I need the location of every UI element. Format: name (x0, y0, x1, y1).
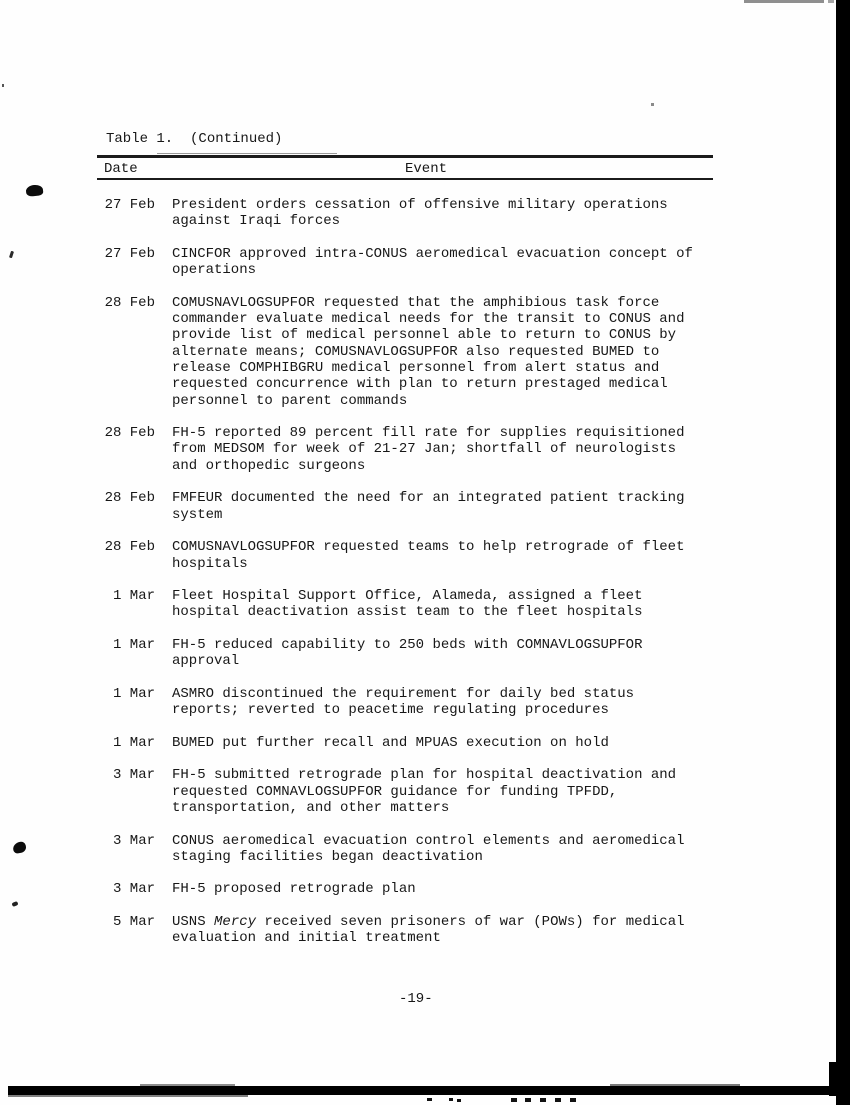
scan-bleed-mark (570, 1098, 576, 1102)
row-event (172, 197, 668, 230)
scan-top-edge-line (828, 0, 834, 3)
row-event (172, 295, 684, 409)
event-line: staging facilities began deactivation (172, 848, 483, 865)
row-date: 28 Feb (104, 490, 155, 507)
event-line: FH-5 reported 89 percent fill rate for supplies requisitioned (172, 425, 685, 442)
table-row (104, 881, 693, 897)
row-event (172, 767, 676, 816)
scan-speck (11, 901, 18, 907)
scan-speck (9, 251, 14, 259)
row-event (172, 246, 693, 279)
table-row (104, 686, 693, 719)
event-line: release COMPHIBGRU medical personnel from alert status and (172, 359, 660, 376)
row-date: 27 Feb (104, 245, 155, 262)
row-date: 28 Feb (104, 539, 155, 556)
event-line: system (172, 506, 223, 523)
event-line: Fleet Hospital Support Office, Alameda, assigned a fleet (172, 588, 643, 605)
scan-speck (651, 103, 654, 106)
scan-band-ragged-edge (610, 1084, 740, 1086)
event-line: COMUSNAVLOGSUPFOR requested teams to help retrograde of fleet (172, 539, 685, 556)
row-event (172, 425, 684, 474)
table-rule-top (97, 155, 713, 158)
row-event (172, 539, 684, 572)
table-row (104, 197, 693, 230)
event-line: hospital deactivation assist team to the fleet hospitals (172, 604, 643, 621)
scan-bleed-mark (457, 1099, 461, 1102)
row-date: 27 Feb (104, 197, 155, 213)
table-row (104, 637, 693, 670)
row-date: 3 Mar (112, 832, 155, 849)
row-date: 1 Mar (112, 685, 155, 702)
event-line: operations (172, 262, 257, 279)
table-row (104, 914, 693, 947)
row-event (172, 490, 684, 523)
event-line: against Iraqi forces (172, 213, 341, 230)
row-event (172, 914, 685, 947)
event-line: hospitals (172, 555, 248, 572)
event-line: FH-5 proposed retrograde plan (172, 881, 416, 898)
event-line: ASMRO discontinued the requirement for daily bed status (172, 685, 635, 702)
event-line: commander evaluate medical needs for the transit to CONUS and (172, 311, 685, 328)
scan-bottom-band (8, 1086, 850, 1095)
table-rule-bottom (97, 178, 713, 180)
table-row (104, 295, 693, 409)
scan-speck (25, 184, 43, 197)
table-row (104, 833, 693, 866)
scan-bleed-mark (540, 1098, 546, 1102)
table-row (104, 539, 693, 572)
row-date: 28 Feb (104, 425, 155, 442)
row-event (172, 833, 684, 866)
event-line: provide list of medical personnel able to return to CONUS by (172, 327, 677, 344)
event-line: COMUSNAVLOGSUPFOR requested that the amphibious task force (172, 294, 660, 311)
event-line: FMFEUR documented the need for an integrated patient tracking (172, 490, 685, 507)
row-date: 3 Mar (112, 881, 155, 898)
scan-bleed-mark (449, 1098, 453, 1101)
event-line: alternate means; COMUSNAVLOGSUPFOR also requested BUMED to (172, 343, 660, 360)
scan-top-edge-line (744, 0, 824, 3)
table-row (104, 767, 693, 816)
event-line: transportation, and other matters (172, 799, 450, 816)
row-date: 5 Mar (112, 914, 155, 931)
row-date: 28 Feb (104, 294, 155, 311)
event-line: USNS Mercy received seven prisoners of war (POWs) for medical (172, 914, 685, 931)
event-line: reports; reverted to peacetime regulating procedures (172, 702, 609, 719)
column-header-event: Event (405, 161, 448, 177)
event-line: President orders cessation of offensive military operations (172, 197, 668, 213)
row-date: 1 Mar (112, 637, 155, 654)
scan-speck (2, 84, 4, 87)
row-date: 3 Mar (112, 767, 155, 784)
event-line: evaluation and initial treatment (172, 930, 441, 947)
table-header (97, 155, 713, 181)
scan-bleed-mark (511, 1098, 517, 1102)
page-number: -19- (399, 991, 433, 1007)
table-row (104, 425, 693, 474)
row-event (172, 637, 642, 670)
row-event (172, 588, 642, 621)
scan-speck (12, 841, 27, 854)
event-line: personnel to parent commands (172, 392, 408, 409)
row-event (172, 686, 634, 719)
event-line: BUMED put further recall and MPUAS execution on hold (172, 734, 609, 751)
event-line: FH-5 reduced capability to 250 beds with COMNAVLOGSUPFOR (172, 637, 643, 654)
row-date: 1 Mar (112, 588, 155, 605)
event-line: approval (172, 653, 240, 670)
scan-band-ragged-edge (8, 1095, 248, 1097)
row-event (172, 881, 416, 897)
table-row (104, 588, 693, 621)
row-event (172, 735, 609, 751)
table-row (104, 490, 693, 523)
event-line: from MEDSOM for week of 21-27 Jan; shortfall of neurologists (172, 441, 677, 458)
event-line: CINCFOR approved intra-CONUS aeromedical evacuation concept of (172, 245, 693, 262)
event-line: requested concurrence with plan to return prestaged medical (172, 376, 668, 393)
scan-bleed-mark (427, 1098, 432, 1101)
event-line: FH-5 submitted retrograde plan for hospital deactivation and (172, 767, 677, 784)
scan-band-ragged-edge (140, 1084, 235, 1086)
column-header-date: Date (104, 161, 138, 177)
event-line: and orthopedic surgeons (172, 457, 366, 474)
table-rows (104, 197, 693, 963)
event-line: CONUS aeromedical evacuation control elements and aeromedical (172, 832, 685, 849)
scan-bleed-mark (525, 1098, 531, 1102)
event-line: requested COMNAVLOGSUPFOR guidance for funding TPFDD, (172, 783, 618, 800)
table-title: Table 1. (Continued) (106, 131, 283, 147)
table-row (104, 246, 693, 279)
table-row (104, 735, 693, 751)
scan-bleed-mark (555, 1098, 561, 1102)
row-date: 1 Mar (112, 734, 155, 751)
scan-edge-bar-right (836, 0, 850, 1105)
